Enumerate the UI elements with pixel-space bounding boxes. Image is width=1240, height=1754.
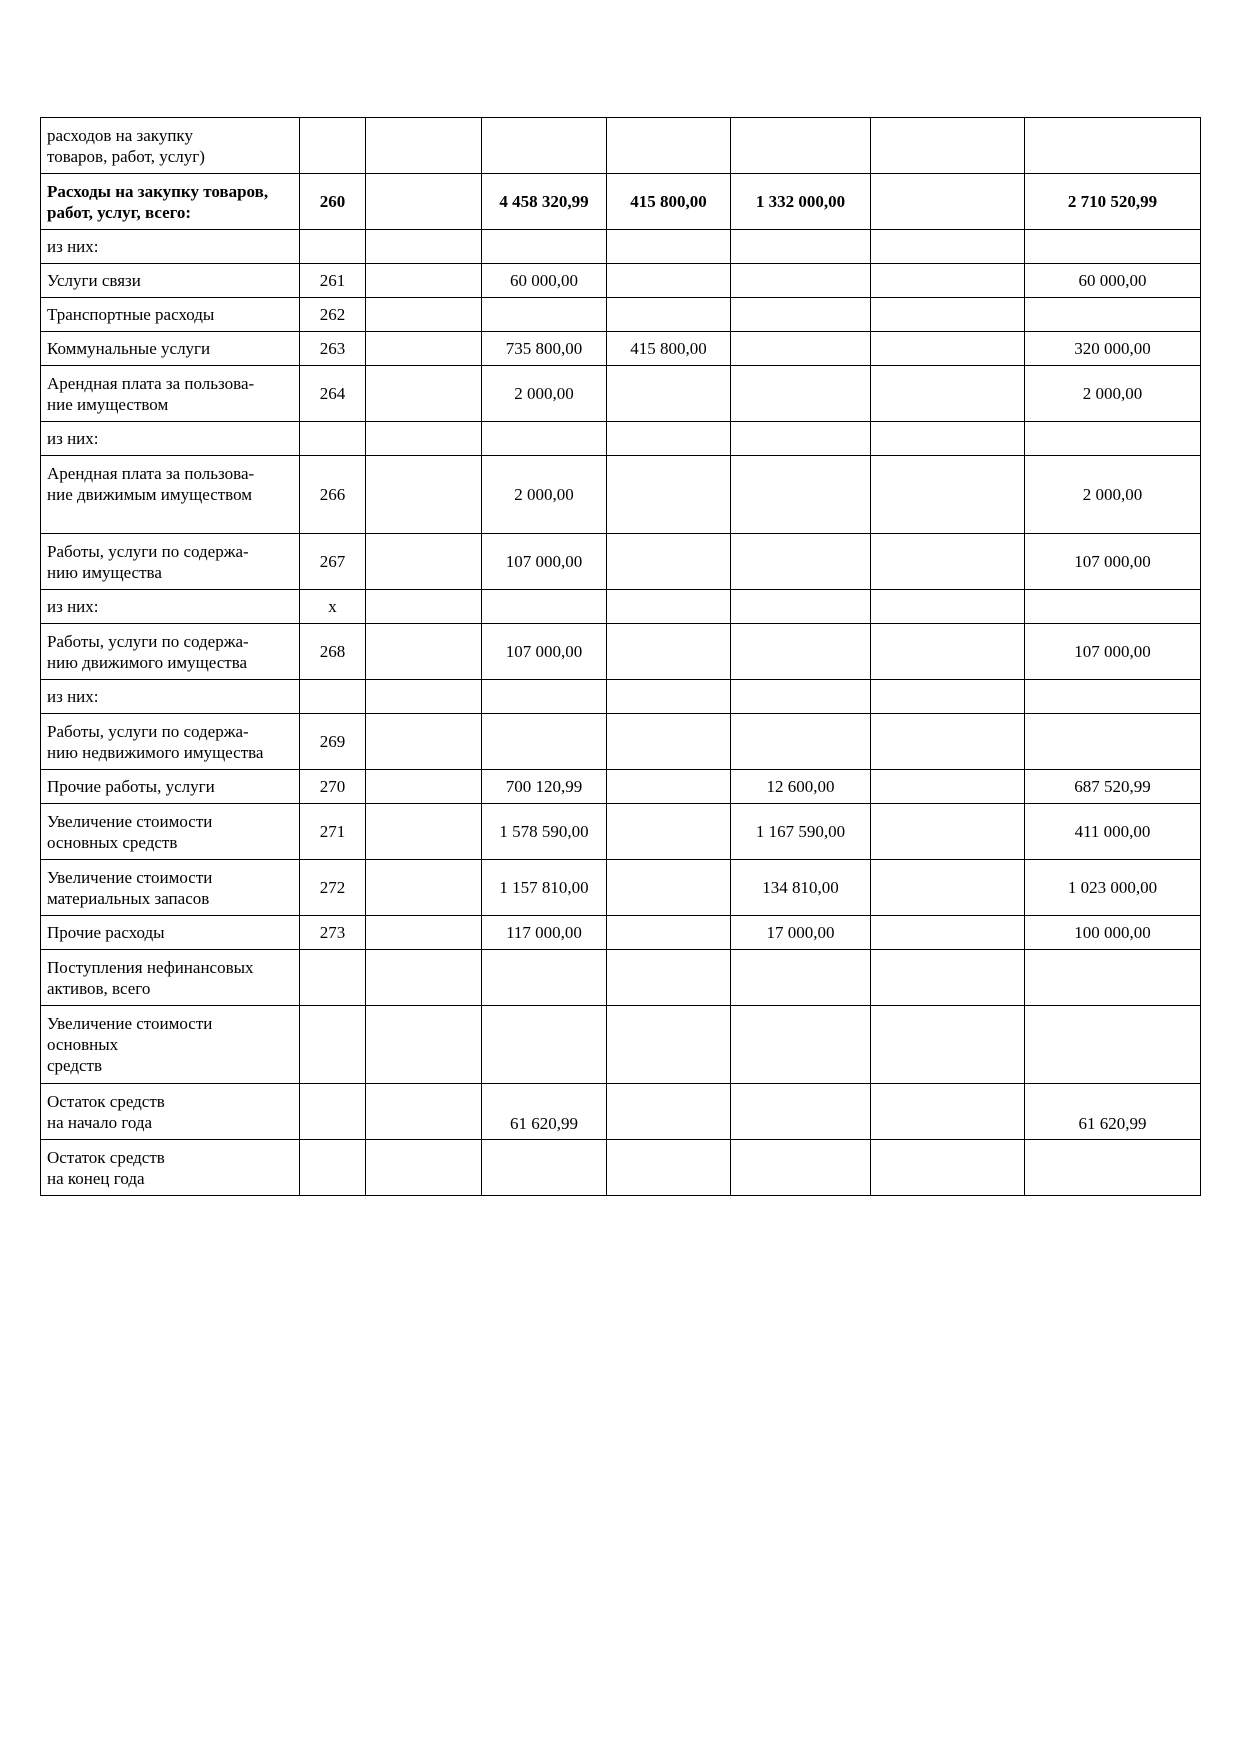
row-name: Работы, услуги по содержа- нию недвижимого имущества <box>41 714 300 770</box>
col3-cell <box>366 174 482 230</box>
row-code <box>300 230 366 264</box>
col3-cell <box>366 1006 482 1084</box>
col3-cell <box>366 860 482 916</box>
row-code: 262 <box>300 298 366 332</box>
col7-cell <box>871 804 1025 860</box>
col3-cell <box>366 264 482 298</box>
table-row <box>41 332 1201 366</box>
row-code: 267 <box>300 534 366 590</box>
col4-cell <box>482 298 607 332</box>
row-name: расходов на закупку товаров, работ, услуг) <box>41 118 300 174</box>
col3-cell <box>366 804 482 860</box>
col3-cell <box>366 456 482 534</box>
row-name: Поступления нефинансовых активов, всего <box>41 950 300 1006</box>
col6-cell <box>731 1006 871 1084</box>
col8-cell: 1 023 000,00 <box>1025 860 1201 916</box>
col5-cell <box>607 534 731 590</box>
row-code <box>300 950 366 1006</box>
col4-cell: 4 458 320,99 <box>482 174 607 230</box>
col6-cell: 12 600,00 <box>731 770 871 804</box>
col3-cell <box>366 534 482 590</box>
col8-cell: 60 000,00 <box>1025 264 1201 298</box>
row-code <box>300 1084 366 1140</box>
row-code: 270 <box>300 770 366 804</box>
col8-cell <box>1025 590 1201 624</box>
col5-cell <box>607 264 731 298</box>
table-row <box>41 950 1201 1006</box>
row-code: 271 <box>300 804 366 860</box>
col6-cell: 134 810,00 <box>731 860 871 916</box>
col7-cell <box>871 230 1025 264</box>
col7-cell <box>871 950 1025 1006</box>
row-name: Прочие расходы <box>41 916 300 950</box>
row-code: 263 <box>300 332 366 366</box>
row-name: Увеличение стоимости материальных запасов <box>41 860 300 916</box>
col4-cell: 1 157 810,00 <box>482 860 607 916</box>
col3-cell <box>366 298 482 332</box>
col5-cell <box>607 422 731 456</box>
col5-cell <box>607 230 731 264</box>
row-name: из них: <box>41 422 300 456</box>
col8-cell <box>1025 422 1201 456</box>
col5-cell <box>607 590 731 624</box>
col8-cell: 107 000,00 <box>1025 624 1201 680</box>
col5-cell <box>607 680 731 714</box>
table-row <box>41 590 1201 624</box>
col7-cell <box>871 714 1025 770</box>
table-row <box>41 1084 1201 1140</box>
col4-cell <box>482 1006 607 1084</box>
row-name: Увеличение стоимости основных средств <box>41 1006 300 1084</box>
col4-cell: 107 000,00 <box>482 624 607 680</box>
table-row <box>41 624 1201 680</box>
col4-cell <box>482 422 607 456</box>
col4-cell: 2 000,00 <box>482 456 607 534</box>
col8-cell: 687 520,99 <box>1025 770 1201 804</box>
budget-table <box>40 117 1201 1196</box>
col7-cell <box>871 298 1025 332</box>
row-name: Арендная плата за пользова- ние имуществом <box>41 366 300 422</box>
col5-cell <box>607 916 731 950</box>
col8-cell <box>1025 230 1201 264</box>
table-row <box>41 422 1201 456</box>
col6-cell <box>731 714 871 770</box>
row-name: Прочие работы, услуги <box>41 770 300 804</box>
col4-cell: 117 000,00 <box>482 916 607 950</box>
col3-cell <box>366 1140 482 1196</box>
col7-cell <box>871 916 1025 950</box>
row-code: 260 <box>300 174 366 230</box>
col4-cell <box>482 590 607 624</box>
col8-cell: 411 000,00 <box>1025 804 1201 860</box>
col3-cell <box>366 950 482 1006</box>
col6-cell <box>731 264 871 298</box>
col3-cell <box>366 422 482 456</box>
table-row <box>41 680 1201 714</box>
col7-cell <box>871 534 1025 590</box>
col4-cell: 2 000,00 <box>482 366 607 422</box>
col7-cell <box>871 680 1025 714</box>
col3-cell <box>366 332 482 366</box>
col6-cell <box>731 1084 871 1140</box>
col3-cell <box>366 1084 482 1140</box>
table-row <box>41 860 1201 916</box>
col7-cell <box>871 118 1025 174</box>
col7-cell <box>871 422 1025 456</box>
col5-cell <box>607 770 731 804</box>
table-row <box>41 298 1201 332</box>
col4-cell: 735 800,00 <box>482 332 607 366</box>
row-code: 264 <box>300 366 366 422</box>
row-code <box>300 1006 366 1084</box>
col8-cell: 2 000,00 <box>1025 366 1201 422</box>
col3-cell <box>366 714 482 770</box>
col6-cell <box>731 950 871 1006</box>
row-name: Коммунальные услуги <box>41 332 300 366</box>
table-row <box>41 174 1201 230</box>
col5-cell <box>607 366 731 422</box>
col3-cell <box>366 118 482 174</box>
col5-cell <box>607 804 731 860</box>
col3-cell <box>366 590 482 624</box>
table-row <box>41 1006 1201 1084</box>
row-name: Работы, услуги по содержа- нию имущества <box>41 534 300 590</box>
col8-cell: 2 710 520,99 <box>1025 174 1201 230</box>
col8-cell <box>1025 1006 1201 1084</box>
col5-cell <box>607 860 731 916</box>
col3-cell <box>366 366 482 422</box>
col6-cell <box>731 590 871 624</box>
col4-cell: 700 120,99 <box>482 770 607 804</box>
col8-cell <box>1025 950 1201 1006</box>
col4-cell <box>482 950 607 1006</box>
col6-cell <box>731 298 871 332</box>
row-name: Остаток средств на конец года <box>41 1140 300 1196</box>
row-name: из них: <box>41 230 300 264</box>
col8-cell: 61 620,99 <box>1025 1084 1201 1140</box>
col6-cell <box>731 366 871 422</box>
col3-cell <box>366 770 482 804</box>
col5-cell <box>607 950 731 1006</box>
col5-cell: 415 800,00 <box>607 332 731 366</box>
col5-cell <box>607 298 731 332</box>
col7-cell <box>871 456 1025 534</box>
col8-cell <box>1025 298 1201 332</box>
row-name: Остаток средств на начало года <box>41 1084 300 1140</box>
col3-cell <box>366 916 482 950</box>
col7-cell <box>871 770 1025 804</box>
table-row <box>41 804 1201 860</box>
col8-cell <box>1025 118 1201 174</box>
row-code <box>300 422 366 456</box>
col8-cell: 100 000,00 <box>1025 916 1201 950</box>
row-code: 272 <box>300 860 366 916</box>
col8-cell: 107 000,00 <box>1025 534 1201 590</box>
col7-cell <box>871 332 1025 366</box>
col4-cell: 61 620,99 <box>482 1084 607 1140</box>
col4-cell <box>482 680 607 714</box>
col7-cell <box>871 1140 1025 1196</box>
col5-cell <box>607 714 731 770</box>
col3-cell <box>366 680 482 714</box>
row-name: Услуги связи <box>41 264 300 298</box>
row-code <box>300 680 366 714</box>
col7-cell <box>871 1006 1025 1084</box>
table-row <box>41 230 1201 264</box>
col6-cell: 17 000,00 <box>731 916 871 950</box>
col5-cell <box>607 624 731 680</box>
table-row <box>41 916 1201 950</box>
col7-cell <box>871 590 1025 624</box>
table-row <box>41 366 1201 422</box>
row-name: из них: <box>41 590 300 624</box>
col7-cell <box>871 174 1025 230</box>
col8-cell: 2 000,00 <box>1025 456 1201 534</box>
row-code: 261 <box>300 264 366 298</box>
col6-cell <box>731 230 871 264</box>
col6-cell: 1 332 000,00 <box>731 174 871 230</box>
col6-cell <box>731 534 871 590</box>
col4-cell: 60 000,00 <box>482 264 607 298</box>
table-row <box>41 770 1201 804</box>
col4-cell <box>482 714 607 770</box>
col5-cell <box>607 118 731 174</box>
col6-cell <box>731 456 871 534</box>
col8-cell <box>1025 680 1201 714</box>
col6-cell <box>731 680 871 714</box>
col4-cell <box>482 118 607 174</box>
col5-cell <box>607 1084 731 1140</box>
col7-cell <box>871 264 1025 298</box>
col8-cell: 320 000,00 <box>1025 332 1201 366</box>
table-row <box>41 534 1201 590</box>
col7-cell <box>871 860 1025 916</box>
col7-cell <box>871 1084 1025 1140</box>
row-name: Расходы на закупку товаров, работ, услуг, всего: <box>41 174 300 230</box>
row-code <box>300 1140 366 1196</box>
col3-cell <box>366 624 482 680</box>
table-row <box>41 264 1201 298</box>
row-name: Увеличение стоимости основных средств <box>41 804 300 860</box>
table-row <box>41 118 1201 174</box>
table-row <box>41 714 1201 770</box>
row-name: из них: <box>41 680 300 714</box>
row-name: Транспортные расходы <box>41 298 300 332</box>
col6-cell: 1 167 590,00 <box>731 804 871 860</box>
col5-cell: 415 800,00 <box>607 174 731 230</box>
col6-cell <box>731 332 871 366</box>
col5-cell <box>607 456 731 534</box>
col8-cell <box>1025 1140 1201 1196</box>
col5-cell <box>607 1140 731 1196</box>
col7-cell <box>871 624 1025 680</box>
row-code: 266 <box>300 456 366 534</box>
row-code: 273 <box>300 916 366 950</box>
col6-cell <box>731 118 871 174</box>
col5-cell <box>607 1006 731 1084</box>
col6-cell <box>731 422 871 456</box>
col4-cell <box>482 1140 607 1196</box>
row-code: х <box>300 590 366 624</box>
row-code: 269 <box>300 714 366 770</box>
table-row <box>41 456 1201 534</box>
col4-cell: 107 000,00 <box>482 534 607 590</box>
row-code <box>300 118 366 174</box>
row-code: 268 <box>300 624 366 680</box>
col3-cell <box>366 230 482 264</box>
budget-table-body <box>41 118 1201 1196</box>
table-row <box>41 1140 1201 1196</box>
row-name: Работы, услуги по содержа- нию движимого имущества <box>41 624 300 680</box>
col7-cell <box>871 366 1025 422</box>
col8-cell <box>1025 714 1201 770</box>
col4-cell: 1 578 590,00 <box>482 804 607 860</box>
col6-cell <box>731 1140 871 1196</box>
col6-cell <box>731 624 871 680</box>
col4-cell <box>482 230 607 264</box>
row-name: Арендная плата за пользова- ние движимым имуществом <box>41 456 300 534</box>
